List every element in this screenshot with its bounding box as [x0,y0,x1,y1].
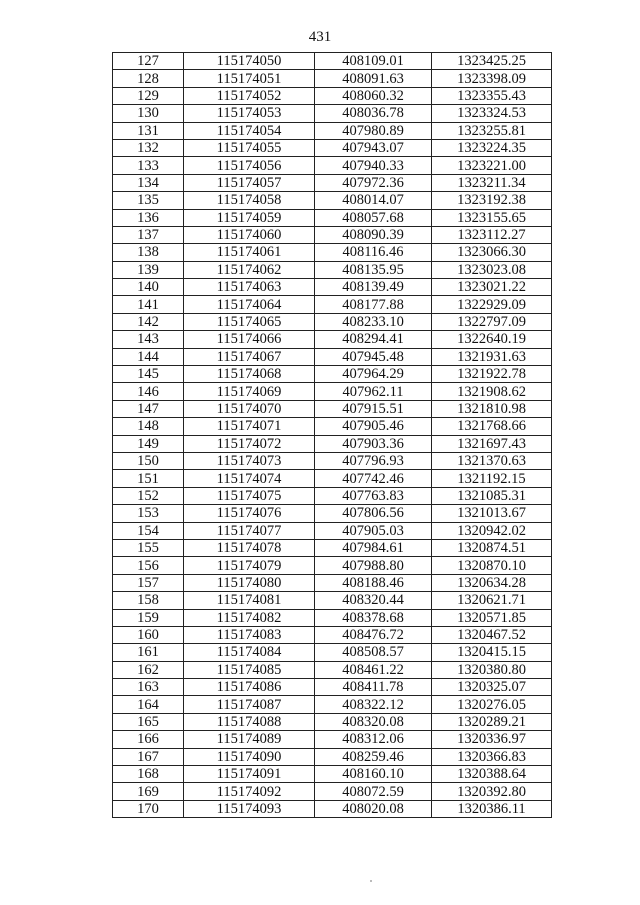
x-coordinate-cell: 407763.83 [315,487,432,504]
point-id-cell: 115174072 [184,435,315,452]
x-coordinate-cell: 408060.32 [315,87,432,104]
x-coordinate-cell: 408116.46 [315,244,432,261]
x-coordinate-cell: 407796.93 [315,452,432,469]
x-coordinate-cell: 408177.88 [315,296,432,313]
row-index-cell: 144 [113,348,184,365]
y-coordinate-cell: 1323066.30 [432,244,552,261]
y-coordinate-cell: 1320366.83 [432,748,552,765]
table-row [113,244,552,261]
point-id-cell: 115174067 [184,348,315,365]
x-coordinate-cell: 408259.46 [315,748,432,765]
point-id-cell: 115174057 [184,174,315,191]
point-id-cell: 115174088 [184,713,315,730]
x-coordinate-cell: 408188.46 [315,574,432,591]
table-row [113,679,552,696]
table-row [113,557,552,574]
row-index-cell: 131 [113,122,184,139]
table-row [113,226,552,243]
table-row [113,296,552,313]
row-index-cell: 165 [113,713,184,730]
row-index-cell: 130 [113,105,184,122]
point-id-cell: 115174075 [184,487,315,504]
y-coordinate-cell: 1321085.31 [432,487,552,504]
point-id-cell: 115174079 [184,557,315,574]
point-id-cell: 115174093 [184,800,315,817]
coordinates-table [112,52,552,818]
point-id-cell: 115174052 [184,87,315,104]
y-coordinate-cell: 1320467.52 [432,626,552,643]
row-index-cell: 142 [113,313,184,330]
y-coordinate-cell: 1320289.21 [432,713,552,730]
row-index-cell: 166 [113,731,184,748]
table-row [113,661,552,678]
x-coordinate-cell: 408091.63 [315,70,432,87]
row-index-cell: 147 [113,400,184,417]
point-id-cell: 115174066 [184,331,315,348]
x-coordinate-cell: 407962.11 [315,383,432,400]
y-coordinate-cell: 1323023.08 [432,261,552,278]
point-id-cell: 115174070 [184,400,315,417]
x-coordinate-cell: 407988.80 [315,557,432,574]
scan-speck [370,880,372,882]
row-index-cell: 146 [113,383,184,400]
row-index-cell: 136 [113,209,184,226]
row-index-cell: 162 [113,661,184,678]
x-coordinate-cell: 407905.46 [315,418,432,435]
row-index-cell: 161 [113,644,184,661]
x-coordinate-cell: 408014.07 [315,192,432,209]
y-coordinate-cell: 1323221.00 [432,157,552,174]
row-index-cell: 141 [113,296,184,313]
y-coordinate-cell: 1321192.15 [432,470,552,487]
y-coordinate-cell: 1322929.09 [432,296,552,313]
row-index-cell: 134 [113,174,184,191]
point-id-cell: 115174050 [184,53,315,70]
point-id-cell: 115174091 [184,766,315,783]
x-coordinate-cell: 408072.59 [315,783,432,800]
row-index-cell: 155 [113,539,184,556]
point-id-cell: 115174059 [184,209,315,226]
y-coordinate-cell: 1320392.80 [432,783,552,800]
coordinates-table-body [113,53,552,818]
x-coordinate-cell: 407915.51 [315,400,432,417]
table-row [113,348,552,365]
point-id-cell: 115174054 [184,122,315,139]
x-coordinate-cell: 408109.01 [315,53,432,70]
x-coordinate-cell: 408411.78 [315,679,432,696]
x-coordinate-cell: 408233.10 [315,313,432,330]
y-coordinate-cell: 1320621.71 [432,592,552,609]
x-coordinate-cell: 408135.95 [315,261,432,278]
table-row [113,766,552,783]
x-coordinate-cell: 408294.41 [315,331,432,348]
point-id-cell: 115174058 [184,192,315,209]
x-coordinate-cell: 407945.48 [315,348,432,365]
y-coordinate-cell: 1320415.15 [432,644,552,661]
point-id-cell: 115174073 [184,452,315,469]
y-coordinate-cell: 1321931.63 [432,348,552,365]
y-coordinate-cell: 1320634.28 [432,574,552,591]
point-id-cell: 115174074 [184,470,315,487]
row-index-cell: 129 [113,87,184,104]
table-row [113,366,552,383]
x-coordinate-cell: 408508.57 [315,644,432,661]
point-id-cell: 115174089 [184,731,315,748]
table-row [113,53,552,70]
table-row [113,574,552,591]
y-coordinate-cell: 1320336.97 [432,731,552,748]
row-index-cell: 145 [113,366,184,383]
x-coordinate-cell: 407984.61 [315,539,432,556]
y-coordinate-cell: 1321697.43 [432,435,552,452]
point-id-cell: 115174081 [184,592,315,609]
point-id-cell: 115174084 [184,644,315,661]
row-index-cell: 157 [113,574,184,591]
point-id-cell: 115174087 [184,696,315,713]
point-id-cell: 115174083 [184,626,315,643]
row-index-cell: 128 [113,70,184,87]
x-coordinate-cell: 408320.08 [315,713,432,730]
x-coordinate-cell: 407742.46 [315,470,432,487]
table-row [113,470,552,487]
y-coordinate-cell: 1323155.65 [432,209,552,226]
point-id-cell: 115174085 [184,661,315,678]
row-index-cell: 170 [113,800,184,817]
point-id-cell: 115174071 [184,418,315,435]
row-index-cell: 164 [113,696,184,713]
y-coordinate-cell: 1323112.27 [432,226,552,243]
y-coordinate-cell: 1320874.51 [432,539,552,556]
table-row [113,383,552,400]
y-coordinate-cell: 1323255.81 [432,122,552,139]
y-coordinate-cell: 1320380.80 [432,661,552,678]
x-coordinate-cell: 408160.10 [315,766,432,783]
y-coordinate-cell: 1321922.78 [432,366,552,383]
point-id-cell: 115174061 [184,244,315,261]
y-coordinate-cell: 1323355.43 [432,87,552,104]
x-coordinate-cell: 408020.08 [315,800,432,817]
x-coordinate-cell: 407980.89 [315,122,432,139]
x-coordinate-cell: 408312.06 [315,731,432,748]
table-row [113,209,552,226]
y-coordinate-cell: 1322640.19 [432,331,552,348]
row-index-cell: 163 [113,679,184,696]
row-index-cell: 167 [113,748,184,765]
row-index-cell: 138 [113,244,184,261]
table-row [113,435,552,452]
y-coordinate-cell: 1320276.05 [432,696,552,713]
y-coordinate-cell: 1323224.35 [432,139,552,156]
x-coordinate-cell: 408378.68 [315,609,432,626]
x-coordinate-cell: 407903.36 [315,435,432,452]
row-index-cell: 168 [113,766,184,783]
row-index-cell: 137 [113,226,184,243]
point-id-cell: 115174078 [184,539,315,556]
x-coordinate-cell: 408090.39 [315,226,432,243]
row-index-cell: 133 [113,157,184,174]
point-id-cell: 115174060 [184,226,315,243]
row-index-cell: 153 [113,505,184,522]
table-row [113,279,552,296]
row-index-cell: 135 [113,192,184,209]
table-row [113,748,552,765]
table-row [113,626,552,643]
table-row [113,539,552,556]
x-coordinate-cell: 408036.78 [315,105,432,122]
table-row [113,87,552,104]
row-index-cell: 148 [113,418,184,435]
x-coordinate-cell: 408322.12 [315,696,432,713]
point-id-cell: 115174053 [184,105,315,122]
y-coordinate-cell: 1323192.38 [432,192,552,209]
x-coordinate-cell: 408461.22 [315,661,432,678]
table-row [113,592,552,609]
point-id-cell: 115174069 [184,383,315,400]
y-coordinate-cell: 1323211.34 [432,174,552,191]
table-row [113,783,552,800]
x-coordinate-cell: 407972.36 [315,174,432,191]
x-coordinate-cell: 408057.68 [315,209,432,226]
table-row [113,800,552,817]
y-coordinate-cell: 1323425.25 [432,53,552,70]
row-index-cell: 132 [113,139,184,156]
table-row [113,139,552,156]
row-index-cell: 140 [113,279,184,296]
y-coordinate-cell: 1320388.64 [432,766,552,783]
row-index-cell: 127 [113,53,184,70]
x-coordinate-cell: 408476.72 [315,626,432,643]
table-row [113,157,552,174]
point-id-cell: 115174056 [184,157,315,174]
table-row [113,400,552,417]
table-row [113,418,552,435]
x-coordinate-cell: 407943.07 [315,139,432,156]
row-index-cell: 149 [113,435,184,452]
y-coordinate-cell: 1321768.66 [432,418,552,435]
table-row [113,174,552,191]
row-index-cell: 159 [113,609,184,626]
point-id-cell: 115174055 [184,139,315,156]
row-index-cell: 151 [113,470,184,487]
row-index-cell: 160 [113,626,184,643]
point-id-cell: 115174082 [184,609,315,626]
point-id-cell: 115174063 [184,279,315,296]
table-row [113,192,552,209]
point-id-cell: 115174080 [184,574,315,591]
point-id-cell: 115174064 [184,296,315,313]
table-row [113,70,552,87]
point-id-cell: 115174062 [184,261,315,278]
y-coordinate-cell: 1321013.67 [432,505,552,522]
page-number: 431 [308,29,332,45]
row-index-cell: 152 [113,487,184,504]
y-coordinate-cell: 1322797.09 [432,313,552,330]
y-coordinate-cell: 1320386.11 [432,800,552,817]
point-id-cell: 115174077 [184,522,315,539]
point-id-cell: 115174051 [184,70,315,87]
table-row [113,261,552,278]
y-coordinate-cell: 1321908.62 [432,383,552,400]
x-coordinate-cell: 408320.44 [315,592,432,609]
point-id-cell: 115174086 [184,679,315,696]
y-coordinate-cell: 1323021.22 [432,279,552,296]
table-row [113,731,552,748]
x-coordinate-cell: 407905.03 [315,522,432,539]
y-coordinate-cell: 1321370.63 [432,452,552,469]
table-row [113,122,552,139]
table-row [113,713,552,730]
row-index-cell: 156 [113,557,184,574]
y-coordinate-cell: 1321810.98 [432,400,552,417]
x-coordinate-cell: 407806.56 [315,505,432,522]
table-row [113,313,552,330]
row-index-cell: 169 [113,783,184,800]
table-row [113,452,552,469]
x-coordinate-cell: 407940.33 [315,157,432,174]
y-coordinate-cell: 1320942.02 [432,522,552,539]
row-index-cell: 143 [113,331,184,348]
row-index-cell: 139 [113,261,184,278]
point-id-cell: 115174068 [184,366,315,383]
point-id-cell: 115174092 [184,783,315,800]
y-coordinate-cell: 1320870.10 [432,557,552,574]
y-coordinate-cell: 1320571.85 [432,609,552,626]
row-index-cell: 154 [113,522,184,539]
table-row [113,696,552,713]
point-id-cell: 115174065 [184,313,315,330]
table-row [113,609,552,626]
table-row [113,522,552,539]
row-index-cell: 158 [113,592,184,609]
table-row [113,331,552,348]
table-row [113,105,552,122]
point-id-cell: 115174090 [184,748,315,765]
x-coordinate-cell: 407964.29 [315,366,432,383]
y-coordinate-cell: 1323324.53 [432,105,552,122]
y-coordinate-cell: 1323398.09 [432,70,552,87]
point-id-cell: 115174076 [184,505,315,522]
row-index-cell: 150 [113,452,184,469]
table-row [113,644,552,661]
y-coordinate-cell: 1320325.07 [432,679,552,696]
table-row [113,505,552,522]
table-row [113,487,552,504]
x-coordinate-cell: 408139.49 [315,279,432,296]
